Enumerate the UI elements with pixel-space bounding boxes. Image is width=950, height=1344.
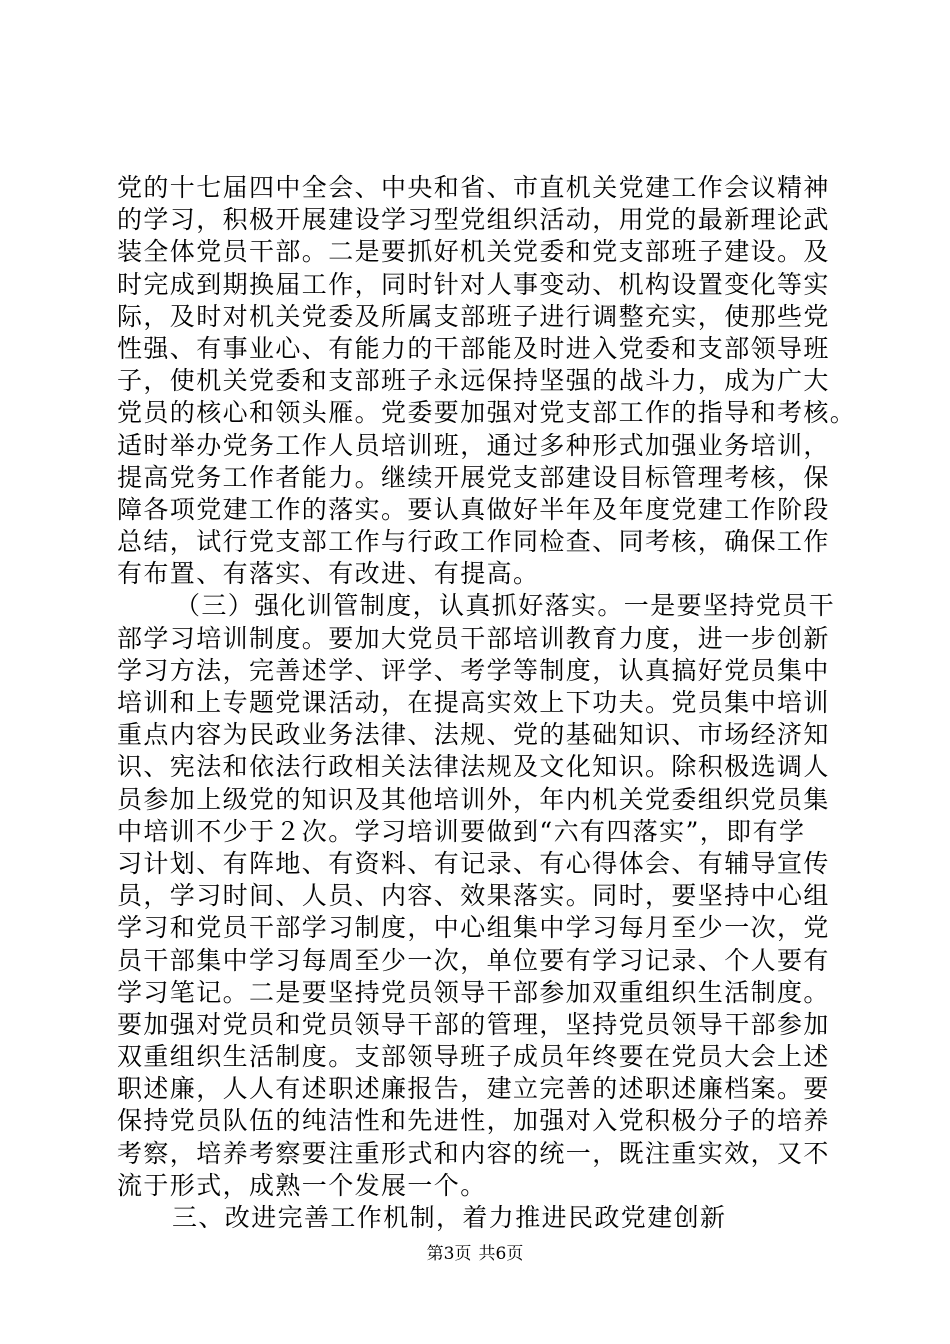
- text-line: 装全体党员干部。二是要抓好机关党委和党支部班子建设。及: [117, 237, 830, 267]
- text-line: 适时举办党务工作人员培训班，通过多种形式加强业务培训，: [117, 430, 830, 460]
- text-line: 提高党务工作者能力。继续开展党支部建设目标管理考核，保: [117, 462, 830, 492]
- text-line: 员，学习时间、人员、内容、效果落实。同时，要坚持中心组: [117, 881, 830, 911]
- text-line: 要加强对党员和党员领导干部的管理，坚持党员领导干部参加: [117, 1009, 830, 1039]
- section-heading-line: 三、改进完善工作机制，着力推进民政党建创新: [172, 1203, 727, 1232]
- page-total: 共6页: [478, 1244, 524, 1264]
- text-line: 重点内容为民政业务法律、法规、党的基础知识、市场经济知: [117, 720, 830, 750]
- text-line: 学习和党员干部学习制度，中心组集中学习每月至少一次，党: [117, 913, 830, 943]
- text-line: 保持党员队伍的纯洁性和先进性，加强对入党积极分子的培养: [117, 1106, 830, 1136]
- text-line: 双重组织生活制度。支部领导班子成员年终要在党员大会上述: [117, 1042, 830, 1072]
- page-number: 第3页: [426, 1244, 472, 1264]
- text-line: 有布置、有落实、有改进、有提高。: [117, 559, 540, 589]
- text-line: 时完成到期换届工作，同时针对人事变动、机构设置变化等实: [117, 269, 830, 299]
- text-line: 识、宪法和依法行政相关法律法规及文化知识。除积极选调人: [117, 752, 830, 782]
- text-line: 中培训不少于２次。学习培训要做到“六有四落实”，即有学: [117, 816, 806, 846]
- text-line: 障各项党建工作的落实。要认真做好半年及年度党建工作阶段: [117, 494, 830, 524]
- text-line: 学习笔记。二是要坚持党员领导干部参加双重组织生活制度。: [117, 977, 830, 1007]
- text-line: 员干部集中学习每周至少一次，单位要有学习记录、个人要有: [117, 945, 830, 975]
- text-line: 党的十七届四中全会、中央和省、市直机关党建工作会议精神: [117, 173, 830, 202]
- subsection-heading-line: （三）强化训管制度，认真抓好落实。一是要坚持党员干: [175, 591, 836, 621]
- text-line: 部学习培训制度。要加大党员干部培训教育力度，进一步创新: [117, 623, 830, 653]
- document-body: [117, 172, 857, 1234]
- text-line: 子，使机关党委和支部班子永远保持坚强的战斗力，成为广大: [117, 366, 830, 396]
- text-line: 的学习，积极开展建设学习型党组织活动，用党的最新理论武: [117, 205, 830, 235]
- text-line: 职述廉，人人有述职述廉报告，建立完善的述职述廉档案。要: [117, 1074, 830, 1104]
- text-line: 考察，培养考察要注重形式和内容的统一，既注重实效，又不: [117, 1138, 830, 1168]
- text-line: 学习方法，完善述学、评学、考学等制度，认真搞好党员集中: [117, 655, 830, 685]
- text-line: 际，及时对机关党委及所属支部班子进行调整充实，使那些党: [117, 301, 830, 331]
- text-line: 党员的核心和领头雁。党委要加强对党支部工作的指导和考核。: [117, 398, 857, 428]
- text-line: 习计划、有阵地、有资料、有记录、有心得体会、有辅导宣传: [117, 848, 830, 878]
- text-line: 员参加上级党的知识及其他培训外，年内机关党委组织党员集: [117, 784, 830, 814]
- page-footer: [0, 1243, 950, 1265]
- text-line: 性强、有事业心、有能力的干部能及时进入党委和支部领导班: [117, 333, 830, 363]
- text-line: 流于形式，成熟一个发展一个。: [117, 1170, 487, 1200]
- text-line: 总结，试行党支部工作与行政工作同检查、同考核，确保工作: [117, 527, 830, 557]
- text-line: 培训和上专题党课活动，在提高实效上下功夫。党员集中培训: [117, 688, 830, 717]
